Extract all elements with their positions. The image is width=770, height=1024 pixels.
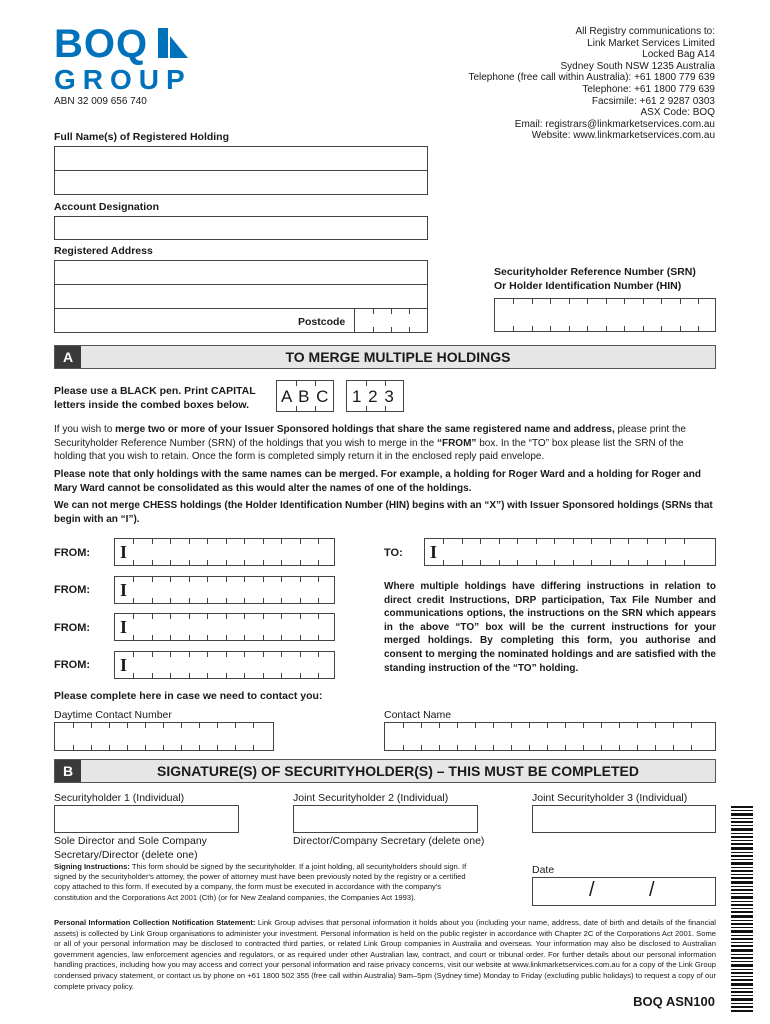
from-label-1: FROM: (54, 547, 91, 559)
registry-line: Locked Bag A14 (642, 49, 715, 61)
address-field-1[interactable] (54, 260, 428, 285)
abn: ABN 32 009 656 740 (54, 96, 147, 107)
date-label: Date (532, 864, 555, 876)
merge-instructions: If you wish to merge two or more of your Issuer Sponsored holdings that share the same registered name and address, please print the Securityholder Reference Number (SRN) of the holdings that you wish to merge in the “FROM” box. In the “TO” box please list the SRN of the holding that you wish to retain. Once the form is completed simply return it in the enclosed reply paid envelope. (54, 424, 686, 462)
from-srn-field-1[interactable] (114, 538, 335, 566)
section-a-header (54, 345, 716, 369)
section-b-title: SIGNATURE(S) OF SECURITYHOLDER(S) – THIS MUST BE COMPLETED (157, 763, 639, 779)
srn-prefix: I (120, 655, 128, 675)
signing-instructions: Signing Instructions: This form should be signed by the securityholder. If a joint holding, all securityholders should sign. If signed by the securityholder's attorney, the power of attorney must have been previously noted by the registry or a certified copy attached to this form. If executed by a company, the form must be executed in accordance with the company's constitution and the Corporations Act 2001 (Cth) (or for New Zealand companies, the Companies Act 1993). (54, 862, 467, 902)
registry-line: Email: registrars@linkmarketservices.com.au (514, 118, 715, 130)
pen-instruction-1: Please use a BLACK pen. Print CAPITAL (54, 385, 256, 397)
example-letters: A B C (281, 387, 330, 406)
example-digits-box (346, 380, 404, 412)
logo-mark-icon (158, 28, 188, 60)
boq-logo (54, 22, 192, 96)
srn-prefix: I (430, 542, 438, 562)
from-srn-field-3[interactable] (114, 613, 335, 641)
postcode-field[interactable] (354, 308, 428, 333)
logo-boq-text: BOQ (54, 22, 149, 66)
account-designation-label: Account Designation (54, 201, 160, 213)
holder3-label: Joint Securityholder 3 (Individual) (532, 792, 688, 804)
full-name-label: Full Name(s) of Registered Holding (54, 131, 230, 143)
pen-instruction-2: letters inside the combed boxes below. (54, 399, 250, 411)
registry-line: Website: www.linkmarketservices.com.au (531, 130, 715, 142)
registry-line: ASX Code: BOQ (640, 107, 715, 119)
from-label-2: FROM: (54, 584, 91, 596)
from-label-4: FROM: (54, 659, 91, 671)
registry-line: Sydney South NSW 1235 Australia (560, 60, 715, 72)
registry-address (468, 26, 715, 142)
registry-line: Facsimile: +61 2 9287 0303 (591, 95, 715, 107)
holder2-signature-field[interactable] (293, 805, 478, 833)
srn-hin-field[interactable] (494, 298, 716, 332)
holder1-role-line2: Secretary/Director (delete one) (54, 849, 198, 861)
daytime-contact-field[interactable] (54, 722, 274, 751)
srn-prefix: I (120, 542, 128, 562)
srn-label-2: Or Holder Identification Number (HIN) (494, 280, 682, 292)
holder1-role-line1: Sole Director and Sole Company (54, 835, 207, 847)
privacy-statement: Personal Information Collection Notification Statement: Link Group advises that personal information it holds about you (including your name, address, date of birth and details of the financial assets) is collected by Link Group organisations to administer your investment. Personal information is held on the public register in accordance with Chapter 2C of the Corporations Act 2001. Some or all of your personal information may be disclosed to contracted third parties, or related Link Group companies in Australia and overseas. Your information may also be disclosed to Australian government agencies, law enforcement agencies and regulators, or as required under other Australian law, contract, and court or tribunal order. For further details about our personal information handling practices, including how you may access and correct your personal information and raise privacy concerns, visit our website at www.linkmarketservices.com.au for a copy of the Link Group condensed privacy statement, or contact us by phone on +61 1800 502 355 (free call within Australia) 9am–5pm (Sydney time) Monday to Friday (excluding public holidays) to request a copy of our complete privacy policy. (54, 918, 716, 991)
date-separator: / (589, 879, 595, 901)
from-label-3: FROM: (54, 622, 91, 634)
holder1-label: Securityholder 1 (Individual) (54, 792, 185, 804)
contact-name-label: Contact Name (384, 709, 452, 721)
full-name-field-1[interactable] (54, 146, 428, 171)
example-digits: 1 2 3 (352, 387, 395, 406)
holder2-label: Joint Securityholder 2 (Individual) (293, 792, 449, 804)
registry-line: Telephone: +61 1800 779 639 (582, 83, 715, 95)
contact-name-field[interactable] (384, 722, 716, 751)
merge-instruction-note: Where multiple holdings have differing instructions in relation to direct credit Instructions, DRP participation, Tax File Number and communications options, the instructions on the SRN which appears in the above “TO” box will be the current instructions for your merged holdings. By completing this form, you authorise and consent to merging the nominated holdings and are satisfied with the standing instruction of the “TO” holding. (384, 581, 716, 674)
to-srn-field[interactable] (424, 538, 716, 566)
holder3-signature-field[interactable] (532, 805, 716, 833)
srn-prefix: I (120, 580, 128, 600)
date-field[interactable] (532, 877, 716, 906)
from-srn-field-4[interactable] (114, 651, 335, 679)
section-a-letter: A (55, 346, 81, 368)
section-b-letter: B (55, 760, 81, 782)
account-designation-field[interactable] (54, 216, 428, 240)
daytime-contact-label: Daytime Contact Number (54, 709, 172, 721)
holder1-signature-field[interactable] (54, 805, 239, 833)
from-srn-field-2[interactable] (114, 576, 335, 604)
logo-group-text: GROUP (54, 64, 192, 95)
date-separator: / (649, 879, 655, 901)
section-a-title: TO MERGE MULTIPLE HOLDINGS (285, 349, 511, 365)
holder2-role: Director/Company Secretary (delete one) (293, 835, 485, 847)
registry-line: All Registry communications to: (575, 26, 715, 37)
postcode-label: Postcode (298, 316, 346, 328)
barcode (731, 806, 753, 1012)
registry-line: Telephone (free call within Australia): +61 1800 779 639 (468, 72, 715, 84)
form-code: BOQ ASN100 (633, 994, 715, 1009)
to-label: TO: (384, 547, 403, 559)
example-letters-box (276, 380, 334, 412)
full-name-field-2[interactable] (54, 170, 428, 195)
registered-address-label: Registered Address (54, 245, 153, 257)
contact-heading: Please complete here in case we need to contact you: (54, 690, 323, 702)
registry-line: Link Market Services Limited (587, 37, 715, 49)
srn-prefix: I (120, 617, 128, 637)
address-field-2[interactable] (54, 284, 428, 309)
srn-label-1: Securityholder Reference Number (SRN) (494, 266, 696, 278)
section-b-header (54, 759, 716, 783)
chess-note: We can not merge CHESS holdings (the Holder Identification Number (HIN) begins with an “X”) with Issuer Sponsored holdings (SRNs that begin with an “I”). (54, 500, 713, 525)
same-names-note: Please note that only holdings with the same names can be merged. For example, a holding for Roger Ward and a holding for Roger and Mary Ward cannot be consolidated as this would alter the names of one of the holdings. (54, 469, 701, 494)
